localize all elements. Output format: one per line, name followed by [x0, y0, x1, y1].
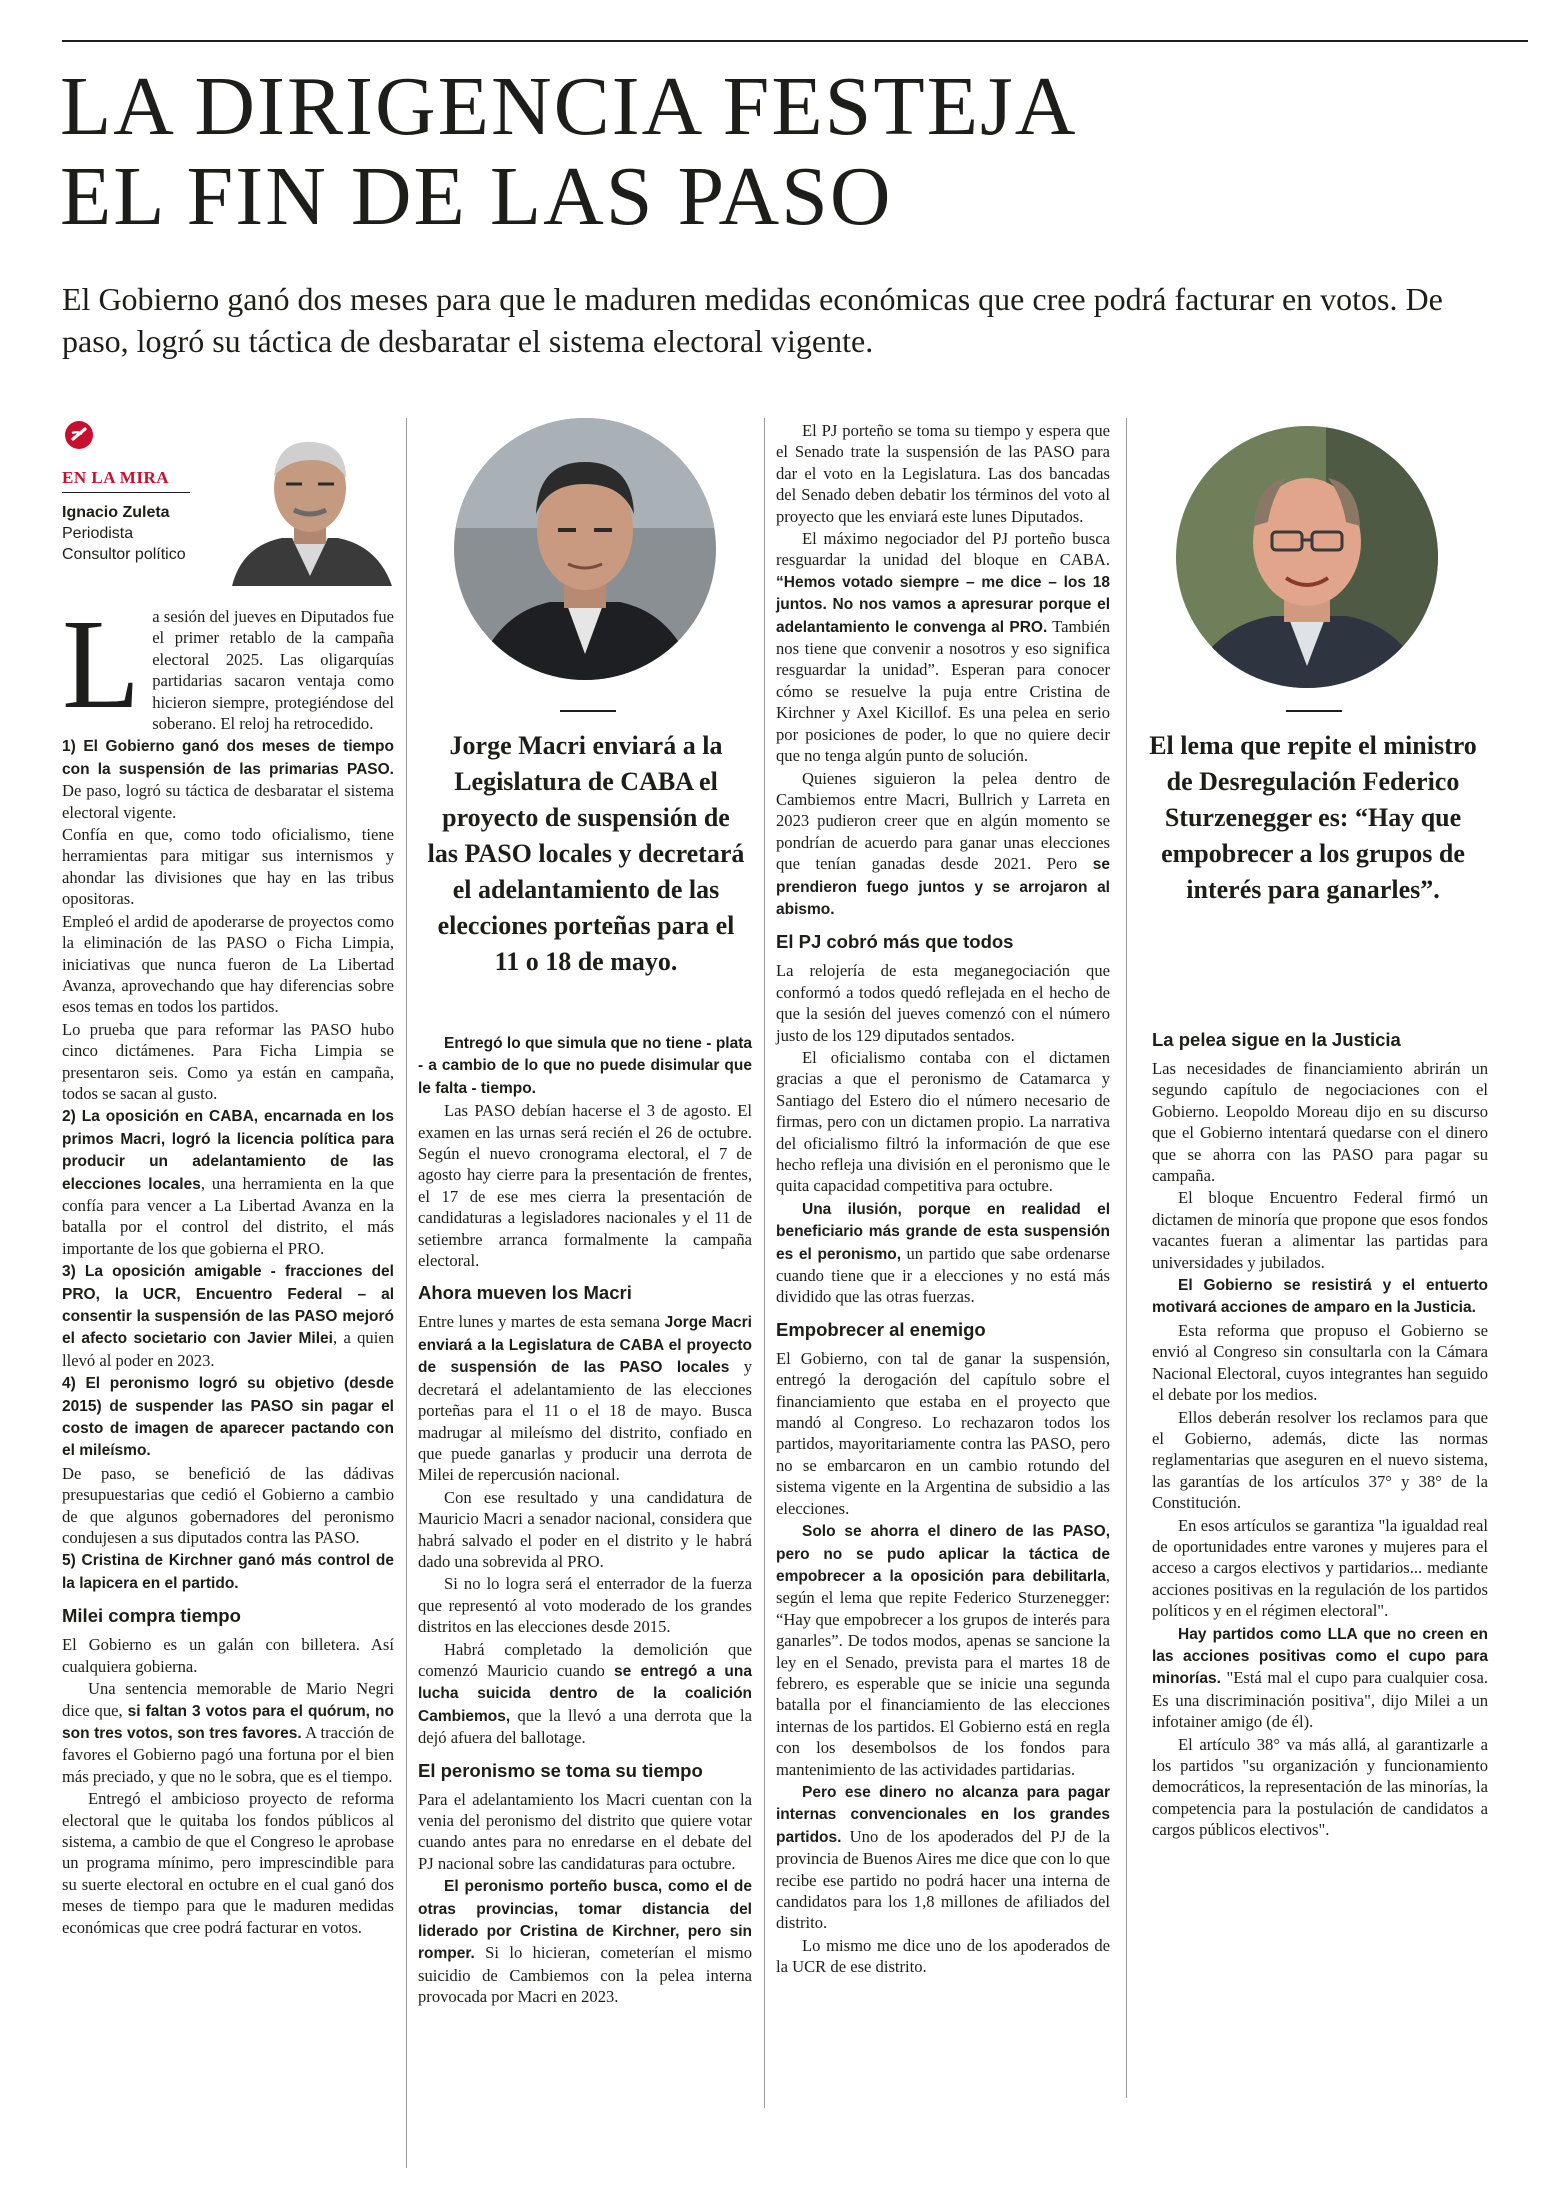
col1-paragraph-3: Confía en que, como todo oficialismo, tiene herramientas para mitigar sus internismos y ahondar las divisiones que hay en las tribus opositoras. [62, 825, 394, 909]
subhead-milei-compra-tiempo: Milei compra tiempo [62, 1605, 241, 1627]
col2-paragraph-4: Si no lo logra será el enterrador de la fuerza que representó al voto moderado de los grandes distritos en las elecciones desde 2015. [418, 1574, 752, 1637]
subhead-empobrecer-al-enemigo: Empobrecer al enemigo [776, 1318, 986, 1340]
headline-line-1: LA DIRIGENCIA FESTEJA [60, 60, 1078, 153]
column-divider-2 [764, 418, 765, 2108]
headline [60, 62, 1360, 242]
col1-paragraph-5: Lo prueba que para reformar las PASO hubo cinco dictámenes. Para Ficha Limpia se presentaron seis. Como ya están en campaña, todos se sacan al gusto. [62, 1019, 394, 1103]
col3-paragraph-5: El oficialismo contaba con el dictamen gracias a que el peronismo de Catamarca y Santiago del Estero dio el número necesario de firmas, pero con un dictamen propio. La narrativa del oficialismo filtró la información de que ese hecho refleja una división en el peronismo que le quita capacidad competitiva para octubre. [776, 1047, 1110, 1196]
col4-paragraph-5: Ellos deberán resolver los reclamos para que el Gobierno, además, dicte las normas reglamentarias que aseguren en el nuevo sistema, las garantías de los artículos 37° y 38° de la Constitución. [1152, 1407, 1488, 1513]
col3-paragraph-1: El PJ porteño se toma su tiempo y espera que el Senado trate la suspensión de las PASO para dar el voto en la Legislatura. Las dos bancadas del Senado deben debatir los términos del voto al proyecto que les enviará este lunes Diputados. [776, 421, 1110, 526]
col3-paragraph-2-bold: “Hemos votado siempre – me dice – los 18 juntos. No nos vamos a apresurar porque el adelantamiento le convenga al PRO. [776, 573, 1110, 636]
pullquote-macri: Jorge Macri enviará a la Legislatura de CABA el proyecto de suspensión de las PASO locales y decretará el adelantamiento de las elecciones porteñas para el 11 o 18 de mayo. [427, 731, 745, 976]
author-name: Ignacio Zuleta [62, 504, 170, 521]
col4-paragraph-4: Esta reforma que propuso el Gobierno se envió al Congreso sin consultarla con la Cámara Nacional Electoral, cuyos integrantes han seguido el debate por los medios. [1152, 1320, 1488, 1405]
pullquote-rule-2 [1286, 710, 1342, 712]
col1-point-2: 2) La oposición en CABA, encarnada en los primos Macri, logró la licencia política para producir un adelantamiento de las elecciones locales [62, 1108, 394, 1193]
col2-paragraph-2-a: Entre lunes y martes de esta semana [418, 1312, 665, 1332]
col2-paragraph-5-bold: se entregó a una lucha suicida dentro de la coalición Cambiemos, [418, 1662, 752, 1725]
author-role-1: Periodista [62, 525, 134, 542]
subhead-la-pelea-sigue-en-la-justicia: La pelea sigue en la Justicia [1152, 1029, 1401, 1050]
deck-subtitle: El Gobierno ganó dos meses para que le maduren medidas económicas que cree podrá facturar en votos. De paso, logró su táctica de desbaratar el sistema electoral vigente. [62, 281, 1443, 359]
col3-paragraph-4: La relojería de esta meganegociación que conformó a todos quedó reflejada en el hecho de que la sesión del jueves comenzó con el número justo de los 129 diputados sentados. [776, 961, 1110, 1045]
col2-lead: Entregó lo que simula que no tiene - plata - a cambio de lo que no puede disimular que le falta - tiempo. [418, 1035, 752, 1097]
col3-paragraph-6-bold: Una ilusión, porque en realidad el beneficiario más grande de esta suspensión es el peronismo, [776, 1200, 1110, 1263]
col1-point-4: 4) El peronismo logró su objetivo (desde 2015) de suspender las PASO sin pagar el costo de imagen de aparecer pactando con el mileísmo. [62, 1375, 394, 1460]
col4-paragraph-2: El bloque Encuentro Federal firmó un dictamen de minoría que propone que esos fondos vacantes fueran a alimentar las partidas para universidades y jubilados. [1152, 1188, 1488, 1272]
col3-paragraph-3-a: Quienes siguieron la pelea dentro de Cambiemos entre Macri, Bullrich y Larreta en 2023 pudieron creer que en algún momento se pondrían de acuerdo para ganar unas elecciones que tenían ganadas desde 2021. Pero [776, 768, 1110, 874]
col2-paragraph-1: Las PASO debían hacerse el 3 de agosto. El examen en las urnas será recién el 26 de octubre. Según el nuevo cronograma electoral, el 7 de agosto hay cierre para la presentación de frentes, el 17 de ese mes cierra la presentación de candidaturas a legisladores nacionales y el 11 de setiembre arranca formalmente la campaña electoral. [418, 1101, 752, 1271]
sturzenegger-portrait [1176, 426, 1438, 688]
col3-paragraph-2-b: También nos tiene que convenir a nosotros y eso significa resguardar la unidad”. Esperan para conocer cómo se resuelve la puja entre Cristina de Kirchner y Axel Kicillof. Es una pelea en serio por posiciones de poder, lo que no quiere decir que no tenga algún punto de solución. [776, 616, 1110, 766]
author-role-2: Consultor político [62, 546, 186, 563]
col3-paragraph-3-bold: se prendieron fuego juntos y se arrojaron al abismo. [776, 856, 1110, 918]
column-1 [62, 593, 394, 1939]
col1-paragraph-9: De paso, se benefició de las dádivas presupuestarias que cedió el Gobierno a cambio de que algunos gobernadores del peronismo condujesen a sus diputados contra las PASO. [62, 1463, 394, 1548]
col3-paragraph-9-bold: Pero ese dinero no alcanza para pagar internas convencionales en los grandes partidos. [776, 1783, 1110, 1846]
col1-point-3: 3) La oposición amigable - fracciones del PRO, la UCR, Encuentro Federal – al consentir la suspensión de las PASO mejoró el afecto societario con Javier Milei [62, 1263, 394, 1348]
col3-paragraph-10: Lo mismo me dice uno de los apoderados de la UCR de ese distrito. [776, 1935, 1110, 1977]
author-block [62, 502, 186, 565]
col1-point-1: 1) El Gobierno ganó dos meses de tiempo con la suspensión de las primarias PASO. [62, 738, 394, 778]
photo-jorge-macri [454, 418, 716, 680]
col2-paragraph-6: Para el adelantamiento los Macri cuentan con la venia del peronismo del distrito que quiere votar cuando antes para no enredarse en el debate del PJ nacional sobre las candidaturas para octubre. [418, 1789, 752, 1873]
col1-point-5: 5) Cristina de Kirchner ganó más control de la lapicera en el partido. [62, 1552, 394, 1592]
subhead-el-peronismo-se-toma-su-tiempo: El peronismo se toma su tiempo [418, 1759, 703, 1781]
photo-federico-sturzenegger [1176, 426, 1438, 688]
col4-paragraph-3-bold: El Gobierno se resistirá y el entuerto motivará acciones de amparo en la Justicia. [1152, 1277, 1488, 1317]
col2-paragraph-2-b: y decretará el adelantamiento de las elecciones porteñas para el 11 o el 18 de mayo. Busca madrugar al mileísmo del distrito, confiado en que puede ganarlas y producir una derrota de Milei de repercusión nacional. [418, 1357, 752, 1485]
column-2 [418, 1032, 752, 2009]
col1-paragraph-12-bold: si faltan 3 votos para el quórum, no son tres votos, son tres favores. [62, 1702, 394, 1742]
pullquote-sturzenegger: El lema que repite el ministro de Desregulación Federico Sturzenegger es: “Hay que empobrecer a los grupos de interés para ganarles”. [1149, 731, 1477, 904]
col2-paragraph-5-a: Habrá completado la demolición que comenzó Mauricio cuando [418, 1639, 752, 1680]
section-label: EN LA MIRA [62, 468, 170, 487]
col4-paragraph-1: Las necesidades de financiamiento abrirán un segundo capítulo de negociaciones con el Gobierno. Leopoldo Moreau dijo en su discurso que el Gobierno intentará quedarse con el dinero que se ahorra con las PASO para pagar su campaña. [1152, 1059, 1488, 1186]
col1-paragraph-11: El Gobierno es un galán con billetera. Así cualquiera gobierna. [62, 1635, 394, 1676]
col2-paragraph-5-b: que la llevó a una derrota que la dejó afuera del ballotage. [418, 1705, 752, 1748]
col4-paragraph-7-rest: "Está mal el cupo para cualquier cosa. Es una discriminación positiva", dijo Milei a un infotainer amigo (de él). [1152, 1668, 1488, 1732]
subhead-ahora-mueven-los-macri: Ahora mueven los Macri [418, 1282, 632, 1304]
headline-line-2: EL FIN DE LAS PASO [60, 150, 893, 243]
col1-paragraph-1: a sesión del jueves en Diputados fue el primer retablo de la campaña electoral 2025. Las oligarquías partidarias sacaron ventaja como hicieron siempre, protegiéndose del soberano. El reloj ha retrocedido. [152, 607, 394, 734]
col3-paragraph-8-bold: Solo se ahorra el dinero de las PASO, pero no se pudo aplicar la táctica de empobrecer a la oposición para debilitarla [776, 1523, 1110, 1585]
col4-paragraph-8: El artículo 38° va más allá, al garantizarle a los partidos "su organización y funcionamiento democráticos, la representación de las minorías, la competencia para la postulación de candidatos a cargos públicos electivos". [1152, 1734, 1488, 1840]
col3-paragraph-8-rest: , según el lema que repite Federico Sturzenegger: “Hay que empobrecer a los grupos de interés para ganarles”. De todos modos, apenas se sancione la ley en el Senado, prevista para el martes 18 de febrero, es esperable que se inicie una segunda batalla por el financiamiento de las elecciones internas de los partidos. El Gobierno está en regla con los desembolsos de los fondos para mantenimiento de las actividades partidarias. [776, 1565, 1110, 1779]
col2-paragraph-2-bold: Jorge Macri enviará a la Legislatura de CABA el proyecto de suspensión de las PASO locales [418, 1314, 752, 1377]
col2-paragraph-3: Con ese resultado y una candidatura de Mauricio Macri a senador nacional, considera que habrá salvado el poder en el distrito y le habrá dado una sobrevida al PRO. [418, 1487, 752, 1571]
dropcap: L [62, 593, 141, 735]
col1-paragraph-12-b: A tracción de favores el Gobierno pagó una fortuna por el bien más preciado, y que no le sobra, que es el tiempo. [62, 1722, 394, 1786]
col1-paragraph-13: Entregó el ambicioso proyecto de reforma electoral que le quitaba los fondos públicos al sistema, a cambio de que el Congreso le aprobase un programa mínimo, pero imprescindible para su suerte electoral en octubre en el cual ganó dos meses de tiempo para que le maduren medidas económicas que cree podrá facturar en votos. [62, 1789, 394, 1937]
col2-paragraph-7-bold: El peronismo porteño busca, como el de otras provincias, tomar distancia del liderado por Cristina de Kirchner, pero sin romper. [418, 1878, 752, 1963]
col1-point-1-rest: De paso, logró su táctica de desbaratar el sistema electoral vigente. [62, 781, 394, 822]
col1-paragraph-12-a: Una sentencia memorable de Mario Negri dice que, [62, 1679, 394, 1720]
col1-paragraph-4: Empleó el ardid de apoderarse de proyectos como la eliminación de las PASO o Ficha Limpia, iniciativas que nunca fueron de La Libertad Avanza, aprovechando que hay diferencias sobre esos temas en todos los partidos. [62, 911, 394, 1017]
column-4 [1152, 1028, 1488, 1842]
col1-point-3-rest: , a quien llevó al poder en 2023. [62, 1328, 394, 1370]
col3-paragraph-9-rest: Uno de los apoderados del PJ de la provincia de Buenos Aires me dice que con lo que recibe ese partido no podrá hacer una interna de candidatos para los 1,8 millones de afiliados del distrito. [776, 1826, 1110, 1933]
clarin-logo-icon [64, 420, 94, 450]
subhead-el-pj-cobro-mas-que-todos: El PJ cobró más que todos [776, 931, 1014, 953]
column-divider-1 [406, 418, 407, 2168]
section-label-rule [62, 492, 190, 493]
jorge-macri-portrait [454, 418, 716, 680]
col4-paragraph-6: En esos artículos se garantiza "la igualdad real de oportunidades entre varones y mujeres para el acceso a cargos electivos y partidarios... mediante acciones positivas en la regulación de los partidos políticos y en el régimen electoral". [1152, 1515, 1488, 1621]
col2-paragraph-7-rest: Si lo hicieran, cometerían el mismo suicidio de Cambiemos con la pelea interna provocada por Macri en 2023. [418, 1943, 752, 2007]
col4-paragraph-7-bold: Hay partidos como LLA que no creen en las acciones positivas como el cupo para minorías. [1152, 1625, 1488, 1688]
col3-paragraph-6-rest: un partido que sabe ordenarse cuando tiene que ir a elecciones y no está más dividido que las otras fuerzas. [776, 1243, 1111, 1307]
pullquote-rule-1 [560, 710, 616, 712]
author-portrait [222, 426, 398, 586]
top-rule [62, 40, 1528, 42]
col3-paragraph-2-a: El máximo negociador del PJ porteño busca resguardar la unidad del bloque en CABA. [776, 529, 1110, 570]
col1-point-2-rest: , una herramienta en la que confía para vencer a La Libertad Avanza en la batalla por el control del distrito, el más importante de los que gobierna el PRO. [62, 1173, 394, 1258]
column-3 [776, 420, 1110, 1979]
column-divider-3 [1126, 418, 1127, 2098]
col3-paragraph-7: El Gobierno, con tal de ganar la suspensión, entregó la derogación del capítulo sobre el financiamiento que estaba en el proyecto que mandó al Congreso. Lo rechazaron todos los partidos, mayoritariamente contra las PASO, pero no se embarcaron en un cambio rotundo del sistema vigente en la Argentina de subsidio a las elecciones. [776, 1348, 1110, 1518]
